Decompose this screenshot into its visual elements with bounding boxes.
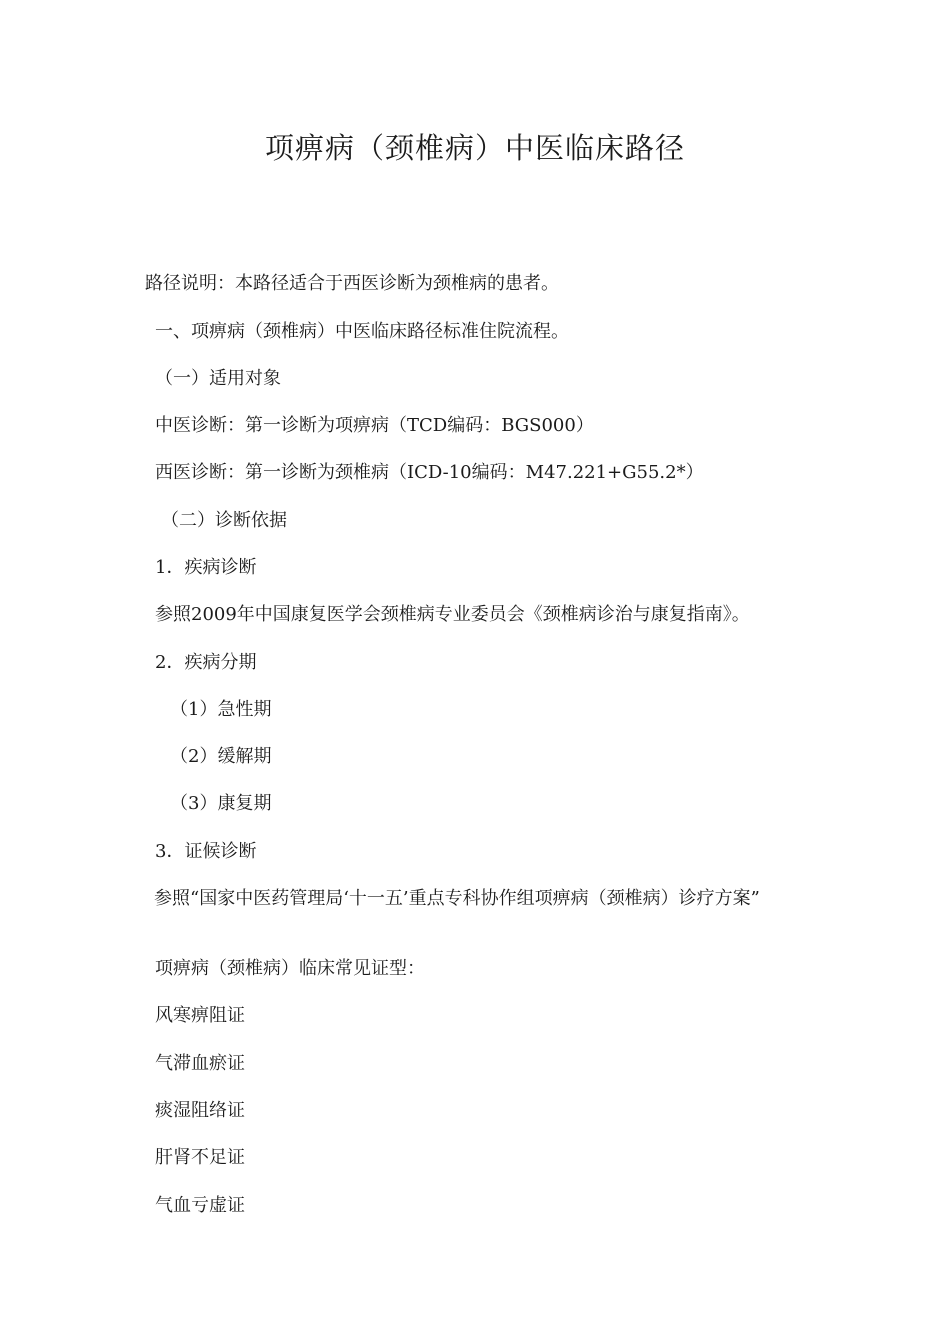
stage-remission: （2）缓解期: [170, 746, 272, 767]
stage-rehabilitation: （3）康复期: [170, 793, 272, 814]
syndrome-item: 肝肾不足证: [155, 1147, 245, 1168]
item-disease-diagnosis: 1．疾病诊断: [155, 557, 257, 578]
reference-guideline: 参照2009年中国康复医学会颈椎病专业委员会《颈椎病诊治与康复指南》。: [155, 604, 750, 625]
item-disease-stage: 2．疾病分期: [155, 652, 257, 673]
syndrome-item: 风寒痹阻证: [155, 1005, 245, 1026]
item-syndrome-diagnosis: 3．证候诊断: [155, 841, 257, 862]
document-title: 项痹病（颈椎病）中医临床路径: [264, 131, 685, 165]
syndrome-item: 痰湿阻络证: [155, 1100, 245, 1121]
section-heading-1: 一、项痹病（颈椎病）中医临床路径标准住院流程。: [155, 321, 569, 342]
common-syndromes-heading: 项痹病（颈椎病）临床常见证型：: [155, 958, 425, 979]
subsection-heading-basis: （二）诊断依据: [161, 510, 287, 531]
western-diagnosis: 西医诊断：第一诊断为颈椎病（ICD-10编码：M47.221+G55.2*）: [155, 462, 704, 483]
syndrome-item: 气血亏虚证: [155, 1195, 245, 1216]
stage-acute: （1）急性期: [170, 699, 272, 720]
syndrome-item: 气滞血瘀证: [155, 1053, 245, 1074]
path-description: 路径说明：本路径适合于西医诊断为颈椎病的患者。: [145, 273, 559, 294]
subsection-heading-applicable: （一）适用对象: [155, 368, 281, 389]
reference-protocol: 参照“国家中医药管理局‘十一五’重点专科协作组项痹病（颈椎病）诊疗方案”: [154, 888, 760, 909]
tcm-diagnosis: 中医诊断：第一诊断为项痹病（TCD编码：BGS000）: [155, 415, 594, 436]
